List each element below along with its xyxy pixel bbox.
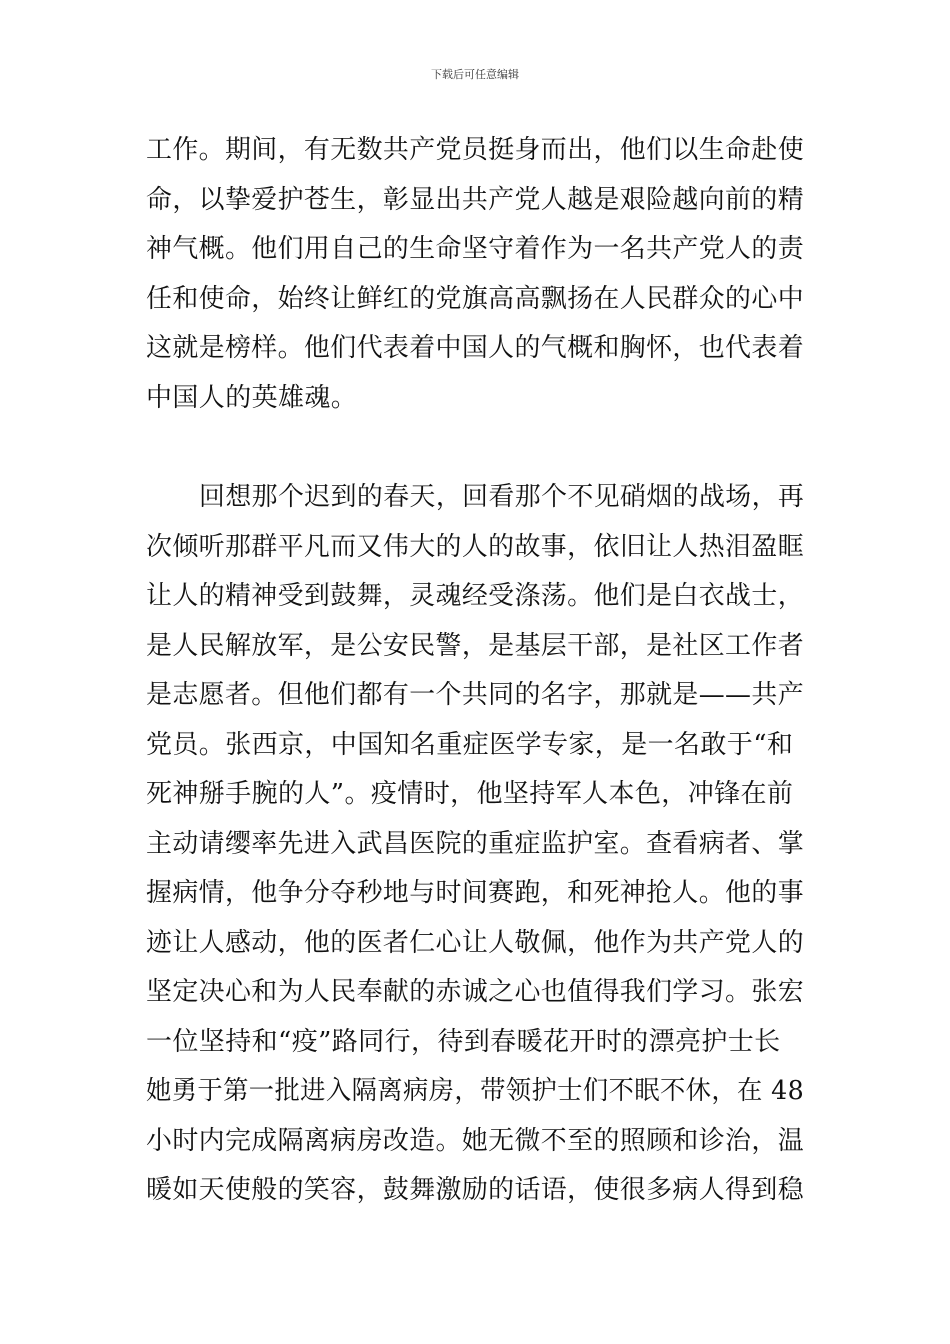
- text-line: 一位坚持和“疫”路同行，待到春暖花开时的漂亮护士长: [146, 1027, 781, 1057]
- text-line: 工作。期间，有无数共产党员挺身而出，他们以生命赴使: [146, 135, 805, 165]
- text-line: 神气概。他们用自己的生命坚守着作为一名共产党人的责: [146, 234, 805, 264]
- text-line: 她勇于第一批进入隔离病房，带领护士们不眠不休，在 48: [146, 1076, 805, 1106]
- text-line: 握病情，他争分夺秒地与时间赛跑，和死神抢人。他的事: [146, 878, 805, 908]
- text-line: 坚定决心和为人民奉献的赤诚之心也值得我们学习。张宏: [146, 977, 805, 1007]
- text-line: 让人的精神受到鼓舞，灵魂经受涤荡。他们是白衣战士，: [146, 581, 805, 611]
- page-header: 下载后可任意编辑: [431, 68, 519, 81]
- text-line: 党员。张西京，中国知名重症医学专家，是一名敢于“和: [146, 730, 794, 760]
- text-line: 中国人的英雄魂。: [146, 383, 358, 413]
- text-line: 命，以挚爱护苍生，彰显出共产党人越是艰险越向前的精: [146, 185, 805, 215]
- text-line: 迹让人感动，他的医者仁心让人敬佩，他作为共产党人的: [146, 928, 805, 958]
- text-line: 这就是榜样。他们代表着中国人的气概和胸怀，也代表着: [146, 333, 805, 363]
- text-line: 死神掰手腕的人”。疫情时，他坚持军人本色，冲锋在前: [146, 779, 794, 809]
- text-line: 次倾听那群平凡而又伟大的人的故事，依旧让人热泪盈眶: [146, 532, 805, 562]
- text-line: 是人民解放军，是公安民警，是基层干部，是社区工作者: [146, 631, 805, 661]
- text-line: 回想那个迟到的春天，回看那个不见硝烟的战场，再: [199, 482, 805, 512]
- text-line: 小时内完成隔离病房改造。她无微不至的照顾和诊治，温: [146, 1126, 805, 1156]
- text-line: 主动请缨率先进入武昌医院的重症监护室。查看病者、掌: [146, 829, 805, 859]
- text-line: 任和使命，始终让鲜红的党旗高高飘扬在人民群众的心中: [146, 284, 805, 314]
- text-line: 是志愿者。但他们都有一个共同的名字，那就是——共产: [146, 680, 805, 710]
- text-line: 暖如天使般的笑容，鼓舞激励的话语，使很多病人得到稳: [146, 1175, 805, 1205]
